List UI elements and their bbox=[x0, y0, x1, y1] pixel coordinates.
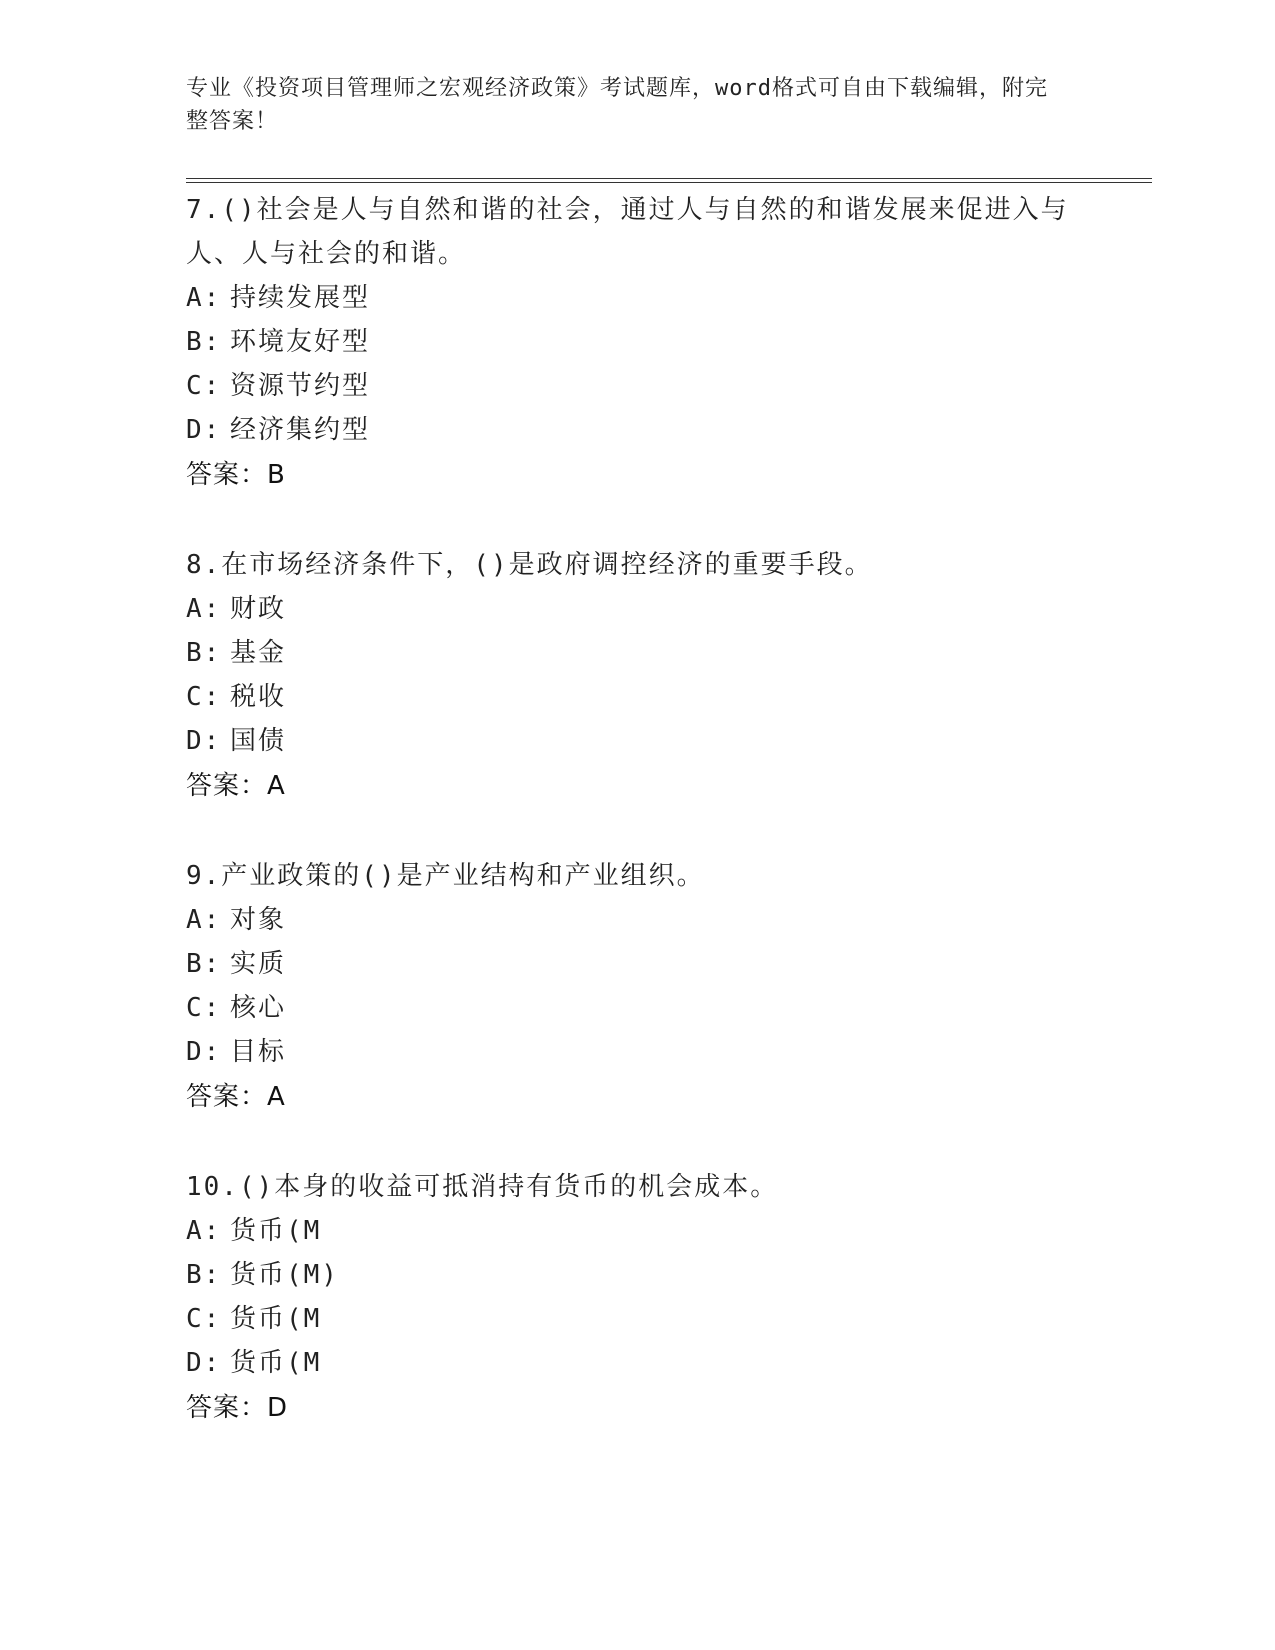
option-list bbox=[186, 587, 1086, 763]
option-text: 对象 bbox=[230, 905, 287, 935]
option-text: 资源节约型 bbox=[230, 371, 371, 401]
option-letter: A: bbox=[186, 283, 222, 313]
option-text: 货币(M) bbox=[230, 1260, 339, 1290]
option-letter: D: bbox=[186, 1348, 222, 1378]
option-b bbox=[186, 320, 1086, 364]
option-list bbox=[186, 1209, 1086, 1385]
option-d bbox=[186, 719, 1086, 763]
option-text: 基金 bbox=[230, 638, 287, 668]
option-d bbox=[186, 1030, 1086, 1074]
option-text: 财政 bbox=[230, 594, 287, 624]
option-letter: C: bbox=[186, 1304, 222, 1334]
option-d bbox=[186, 1341, 1086, 1385]
option-letter: A: bbox=[186, 905, 222, 935]
option-a bbox=[186, 587, 1086, 631]
question-list bbox=[186, 188, 1086, 1476]
option-letter: A: bbox=[186, 594, 222, 624]
option-letter: A: bbox=[186, 1216, 222, 1246]
option-c bbox=[186, 675, 1086, 719]
option-text: 经济集约型 bbox=[230, 415, 371, 445]
answer-line: 答案：B bbox=[186, 460, 286, 490]
option-letter: C: bbox=[186, 371, 222, 401]
question-text: 8.在市场经济条件下，()是政府调控经济的重要手段。 bbox=[186, 550, 873, 580]
option-a bbox=[186, 1209, 1086, 1253]
option-a bbox=[186, 898, 1086, 942]
option-letter: D: bbox=[186, 415, 222, 445]
question-text: 10.()本身的收益可抵消持有货币的机会成本。 bbox=[186, 1172, 779, 1202]
question-8 bbox=[186, 543, 1086, 809]
option-b bbox=[186, 631, 1086, 675]
option-letter: B: bbox=[186, 638, 222, 668]
question-text: 7.()社会是人与自然和谐的社会，通过人与自然的和谐发展来促进入与人、人与社会的和谐。 bbox=[186, 195, 1069, 269]
option-text: 国债 bbox=[230, 726, 287, 756]
question-text: 9.产业政策的()是产业结构和产业组织。 bbox=[186, 861, 705, 891]
option-c bbox=[186, 364, 1086, 408]
option-letter: D: bbox=[186, 1037, 222, 1067]
option-d bbox=[186, 408, 1086, 452]
document-header: 专业《投资项目管理师之宏观经济政策》考试题库，word格式可自由下载编辑，附完整答案！ bbox=[186, 76, 1048, 134]
answer-line: 答案：A bbox=[186, 1082, 286, 1112]
option-c bbox=[186, 1297, 1086, 1341]
option-text: 货币(M bbox=[230, 1348, 322, 1378]
option-letter: C: bbox=[186, 993, 222, 1023]
header-divider bbox=[186, 178, 1152, 183]
option-c bbox=[186, 986, 1086, 1030]
option-text: 目标 bbox=[230, 1037, 287, 1067]
option-text: 货币(M bbox=[230, 1304, 322, 1334]
option-text: 税收 bbox=[230, 682, 287, 712]
answer-line: 答案：A bbox=[186, 771, 286, 801]
option-b bbox=[186, 942, 1086, 986]
option-list bbox=[186, 276, 1086, 452]
option-text: 货币(M bbox=[230, 1216, 322, 1246]
option-text: 实质 bbox=[230, 949, 287, 979]
answer-line: 答案：D bbox=[186, 1393, 289, 1423]
option-text: 环境友好型 bbox=[230, 327, 371, 357]
option-text: 持续发展型 bbox=[230, 283, 371, 313]
option-b bbox=[186, 1253, 1086, 1297]
option-letter: B: bbox=[186, 327, 222, 357]
option-a bbox=[186, 276, 1086, 320]
option-letter: D: bbox=[186, 726, 222, 756]
option-letter: C: bbox=[186, 682, 222, 712]
option-letter: B: bbox=[186, 1260, 222, 1290]
option-text: 核心 bbox=[230, 993, 287, 1023]
option-letter: B: bbox=[186, 949, 222, 979]
question-7 bbox=[186, 188, 1086, 498]
question-9 bbox=[186, 854, 1086, 1120]
question-10 bbox=[186, 1165, 1086, 1431]
option-list bbox=[186, 898, 1086, 1074]
